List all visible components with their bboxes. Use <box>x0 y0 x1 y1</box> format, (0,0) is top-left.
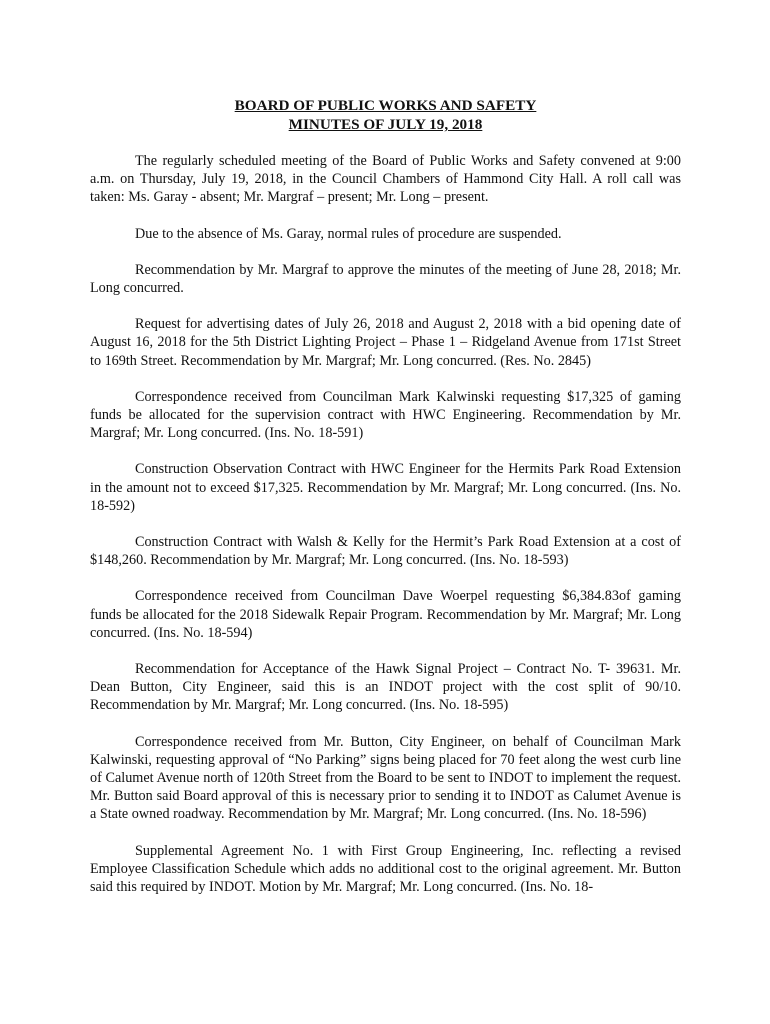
paragraph-procedure: Due to the absence of Ms. Garay, normal rules of procedure are suspended. <box>135 225 562 242</box>
paragraph-advertising-dates: Request for advertising dates of July 26, 2018 and August 2, 2018 with a bid opening date of August 16, 2018 for the 5th District Lighting Project – Phase 1 – Ridgeland Avenue from 171st Street to 169th Street. Recommendation by Mr. Margraf; Mr. Long concurred. (Res. No. 2845) <box>90 316 681 369</box>
document-title: BOARD OF PUBLIC WORKS AND SAFETY <box>234 97 537 114</box>
title-block <box>90 96 681 134</box>
paragraph-roll-call: The regularly scheduled meeting of the Board of Public Works and Safety convened at 9:00 a.m. on Thursday, July 19, 2018, in the Council Chambers of Hammond City Hall. A roll call was taken: Ms. Garay - absent; Mr. Margraf – present; Mr. Long – present. <box>90 153 681 206</box>
paragraph-supplemental-agreement: Supplemental Agreement No. 1 with First Group Engineering, Inc. reflecting a revised Employee Classification Schedule which adds no additional cost to the original agreement. Mr. Button said this required by INDOT. Motion by Mr. Margraf; Mr. Long concurred. (Ins. No. 18- <box>90 842 681 896</box>
paragraph-kalwinski-gaming-funds: Correspondence received from Councilman Mark Kalwinski requesting $17,325 of gaming funds be allocated for the supervision contract with HWC Engineering. Recommendation by Mr. Margraf; Mr. Long concurred. (Ins. No. 18-591) <box>90 388 681 442</box>
document-subtitle: MINUTES OF JULY 19, 2018 <box>288 116 483 133</box>
paragraph-minutes-approval: Recommendation by Mr. Margraf to approve the minutes of the meeting of June 28, 2018; Mr. Long concurred. <box>90 261 681 297</box>
paragraph-woerpel-gaming-funds: Correspondence received from Councilman Dave Woerpel requesting $6,384.83of gaming funds be allocated for the 2018 Sidewalk Repair Program. Recommendation by Mr. Margraf; Mr. Long concurred. (Ins. No. 18-594) <box>90 588 681 641</box>
paragraph-construction-contract: Construction Contract with Walsh & Kelly for the Hermit’s Park Road Extension at a cost of $148,260. Recommendation by Mr. Margraf; Mr. Long concurred. (Ins. No. 18-593) <box>90 534 681 569</box>
paragraph-no-parking: Correspondence received from Mr. Button, City Engineer, on behalf of Councilman Mark Kalwinski, requesting approval of “No Parking” signs being placed for 70 feet along the west curb line of Calumet Avenue north of 120th Street from the Board to be sent to INDOT to implement the request. Mr. Button said Board approval of this is necessary prior to sending it to INDOT as Calumet Avenue is a State owned roadway. Recommendation by Mr. Margraf; Mr. Long concurred. (Ins. No. 18-596) <box>90 733 681 823</box>
paragraph-hawk-signal: Recommendation for Acceptance of the Hawk Signal Project – Contract No. T- 39631. Mr. Dean Button, City Engineer, said this is an INDOT project with the cost split of 90/10. Recommendation by Mr. Margraf; Mr. Long concurred. (Ins. No. 18-595) <box>90 661 681 714</box>
paragraph-observation-contract: Construction Observation Contract with HWC Engineer for the Hermits Park Road Extension in the amount not to exceed $17,325. Recommendation by Mr. Margraf; Mr. Long concurred. (Ins. No. 18-592) <box>90 461 681 514</box>
document-page <box>90 96 681 914</box>
